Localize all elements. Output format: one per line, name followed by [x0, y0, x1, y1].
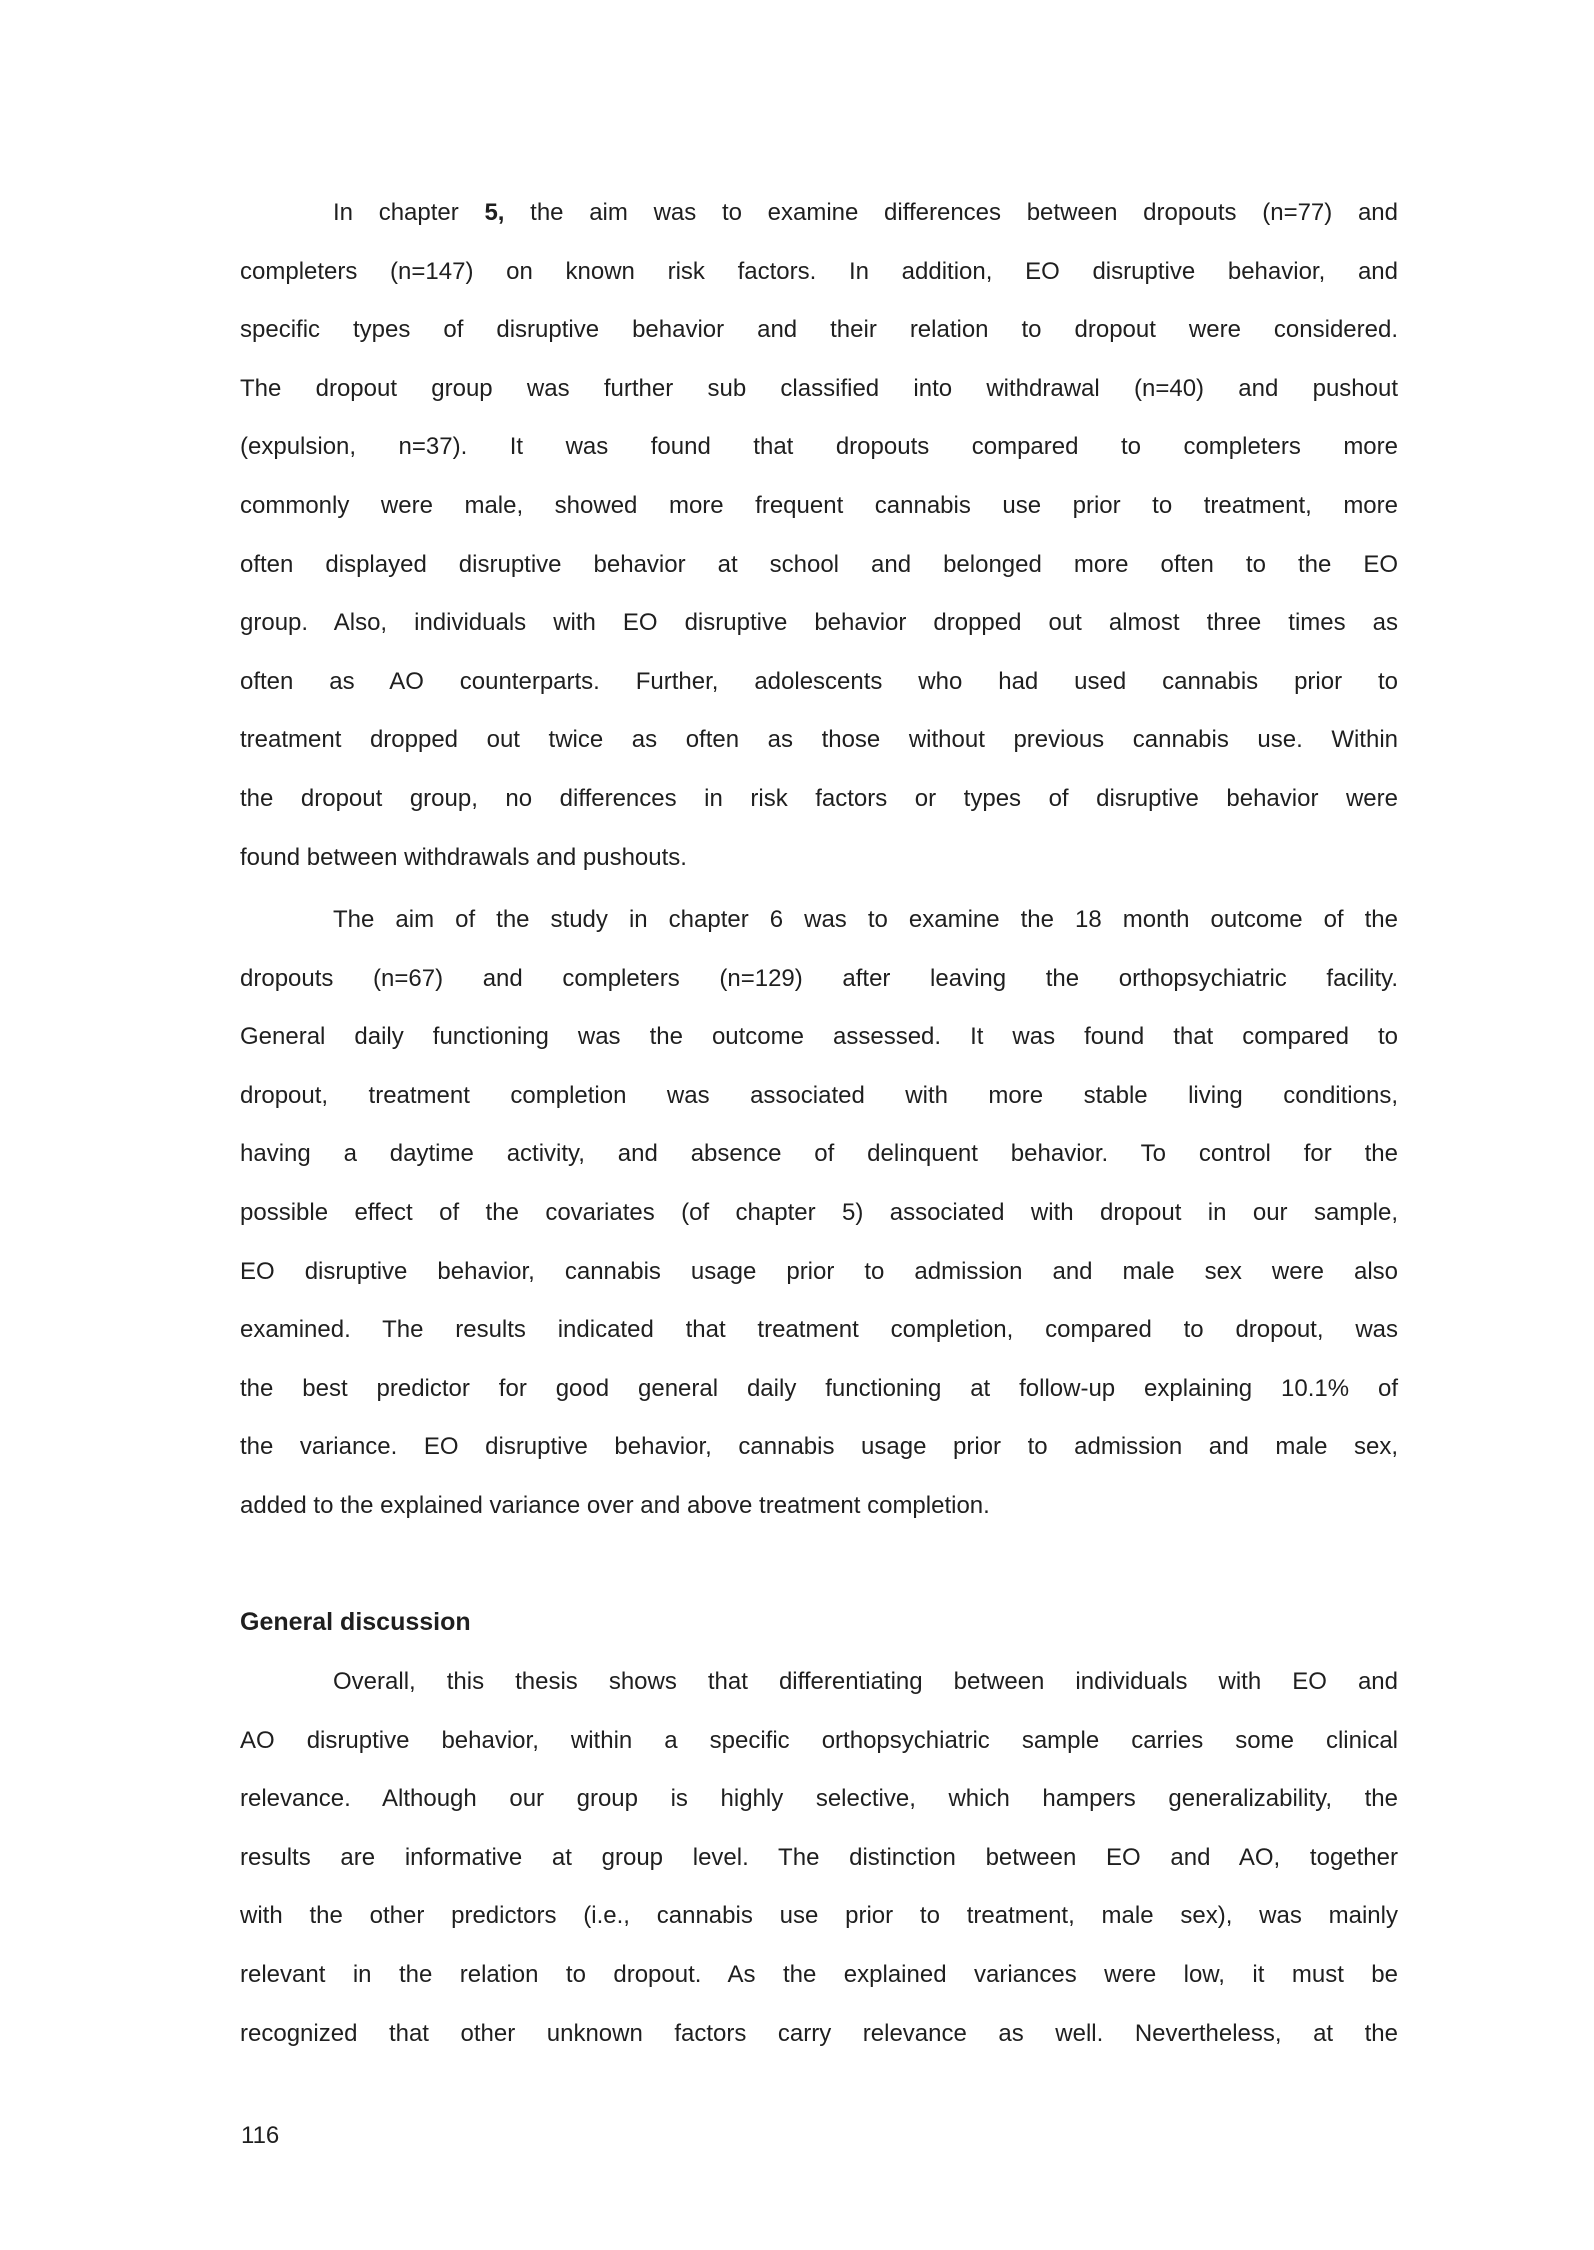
text-line — [240, 1712, 1398, 1771]
text-segment: (expulsion, n=37). It was found that dropouts compared to completers more — [240, 433, 1398, 461]
bold-text-segment: 5, — [484, 199, 505, 226]
text-line — [240, 770, 1398, 829]
text-line — [240, 1301, 1398, 1360]
page-number: 116 — [241, 2122, 280, 2149]
text-segment: relevance. Although our group is highly selective, which hampers generalizability, the — [240, 1785, 1398, 1813]
text-segment: the aim was to examine differences between dropouts (n=77) and — [504, 199, 1399, 226]
text-line — [240, 1829, 1398, 1888]
text-segment: specific types of disruptive behavior and their relation to dropout were considered. — [240, 316, 1398, 344]
text-line — [240, 418, 1398, 477]
text-line — [240, 1067, 1398, 1126]
text-segment: recognized that other unknown factors carry relevance as well. Nevertheless, at the — [240, 2019, 1398, 2047]
text-segment: group. Also, individuals with EO disruptive behavior dropped out almost three times as — [240, 609, 1398, 637]
text-segment: AO disruptive behavior, within a specific orthopsychiatric sample carries some clinical — [240, 1726, 1398, 1754]
text-segment: often as AO counterparts. Further, adolescents who had used cannabis prior to — [240, 667, 1398, 695]
text-segment: dropout, treatment completion was associated with more stable living conditions, — [240, 1081, 1398, 1109]
paragraph-general-discussion — [240, 1653, 1398, 2063]
text-line — [240, 829, 1398, 888]
text-line — [240, 1946, 1398, 2005]
text-segment: results are informative at group level. The distinction between EO and AO, together — [240, 1843, 1398, 1871]
text-line — [240, 1418, 1398, 1477]
text-segment: treatment dropped out twice as often as those without previous cannabis use. Within — [240, 726, 1398, 754]
text-segment: often displayed disruptive behavior at school and belonged more often to the EO — [240, 550, 1398, 578]
text-line — [240, 477, 1398, 536]
text-line — [240, 594, 1398, 653]
text-line — [240, 653, 1398, 712]
text-segment: possible effect of the covariates (of chapter 5) associated with dropout in our sample, — [240, 1198, 1398, 1226]
text-segment: The dropout group was further sub classified into withdrawal (n=40) and pushout — [240, 374, 1398, 402]
text-segment: having a daytime activity, and absence of delinquent behavior. To control for the — [240, 1140, 1398, 1168]
paragraph-chapter5-summary — [240, 184, 1398, 887]
text-line — [240, 360, 1398, 419]
text-segment: In chapter — [333, 199, 485, 226]
text-line — [240, 536, 1398, 595]
text-segment: EO disruptive behavior, cannabis usage prior to admission and male sex were also — [240, 1257, 1398, 1285]
text-line — [240, 1360, 1398, 1419]
text-segment: dropouts (n=67) and completers (n=129) after leaving the orthopsychiatric facility. — [240, 964, 1398, 992]
text-segment: with the other predictors (i.e., cannabis use prior to treatment, male sex), was mainly — [240, 1902, 1398, 1930]
text-line — [240, 1887, 1398, 1946]
text-segment: the best predictor for good general daily functioning at follow-up explaining 10.1% of — [240, 1374, 1398, 1402]
text-segment: commonly were male, showed more frequent cannabis use prior to treatment, more — [240, 491, 1398, 519]
text-line — [333, 184, 1398, 243]
text-line — [240, 1125, 1398, 1184]
text-segment: the variance. EO disruptive behavior, cannabis usage prior to admission and male sex, — [240, 1433, 1398, 1461]
text-line — [240, 1243, 1398, 1302]
text-segment: found between withdrawals and pushouts. — [240, 843, 687, 871]
section-heading: General discussion — [240, 1608, 471, 1636]
text-segment: The aim of the study in chapter 6 was to examine the 18 month outcome of the — [333, 906, 1398, 933]
text-segment: examined. The results indicated that treatment completion, compared to dropout, was — [240, 1316, 1398, 1344]
text-line — [240, 2005, 1398, 2064]
text-segment: Overall, this thesis shows that differentiating between individuals with EO and — [333, 1668, 1398, 1695]
text-line — [240, 243, 1398, 302]
text-segment: relevant in the relation to dropout. As the explained variances were low, it must be — [240, 1960, 1398, 1988]
text-line — [240, 1770, 1398, 1829]
text-segment: General daily functioning was the outcome assessed. It was found that compared to — [240, 1023, 1398, 1051]
text-line — [240, 711, 1398, 770]
text-segment: added to the explained variance over and above treatment completion. — [240, 1491, 990, 1519]
text-segment: completers (n=147) on known risk factors. In addition, EO disruptive behavior, and — [240, 257, 1398, 285]
text-line — [240, 301, 1398, 360]
text-line — [333, 891, 1398, 950]
text-line — [333, 1653, 1398, 1712]
text-line — [240, 1477, 1398, 1536]
text-segment: the dropout group, no differences in risk factors or types of disruptive behavior were — [240, 784, 1398, 812]
text-line — [240, 1008, 1398, 1067]
text-line — [240, 950, 1398, 1009]
paragraph-chapter6-summary — [240, 891, 1398, 1536]
text-line — [240, 1184, 1398, 1243]
